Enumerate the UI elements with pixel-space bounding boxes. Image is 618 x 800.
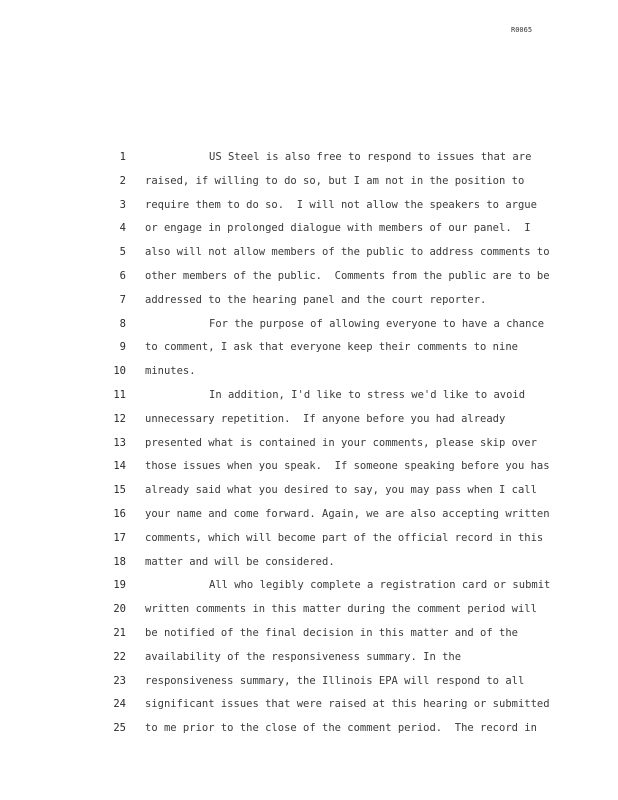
line-text: written comments in this matter during the comment period will bbox=[145, 603, 537, 616]
line-text: also will not allow members of the public to address comments to bbox=[145, 246, 550, 259]
line-text: responsiveness summary, the Illinois EPA will respond to all bbox=[145, 674, 525, 687]
transcript-line bbox=[0, 433, 618, 457]
line-text: addressed to the hearing panel and the court reporter. bbox=[145, 293, 487, 306]
line-text: For the purpose of allowing everyone to have a chance bbox=[209, 317, 545, 330]
line-number: 10 bbox=[113, 365, 126, 378]
line-number: 14 bbox=[113, 460, 126, 473]
line-text: US Steel is also free to respond to issues that are bbox=[209, 151, 532, 163]
line-text: other members of the public. Comments from the public are to be bbox=[145, 269, 550, 282]
line-number: 25 bbox=[113, 722, 126, 735]
transcript-line bbox=[0, 147, 618, 171]
line-number: 23 bbox=[113, 674, 126, 687]
transcript-line bbox=[0, 171, 618, 195]
line-number: 7 bbox=[119, 293, 126, 306]
line-text: presented what is contained in your comments, please skip over bbox=[145, 436, 537, 449]
line-number: 16 bbox=[113, 507, 126, 520]
line-number: 11 bbox=[113, 388, 126, 401]
transcript-body bbox=[0, 147, 618, 742]
transcript-line bbox=[0, 290, 618, 314]
transcript-line bbox=[0, 337, 618, 361]
line-text: availability of the responsiveness summary. In the bbox=[145, 650, 462, 663]
transcript-line bbox=[0, 504, 618, 528]
line-text: be notified of the final decision in this matter and of the bbox=[145, 626, 518, 639]
transcript-line bbox=[0, 528, 618, 552]
line-text: matter and will be considered. bbox=[145, 555, 335, 568]
line-text: raised, if willing to do so, but I am not in the position to bbox=[145, 174, 525, 187]
line-number: 24 bbox=[113, 698, 126, 711]
line-text: to comment, I ask that everyone keep their comments to nine bbox=[145, 341, 518, 354]
line-text: your name and come forward. Again, we are also accepting written bbox=[145, 507, 550, 520]
line-text: require them to do so. I will not allow the speakers to argue bbox=[145, 198, 537, 211]
line-text: unnecessary repetition. If anyone before you had already bbox=[145, 412, 506, 425]
line-number: 3 bbox=[119, 198, 126, 211]
line-number: 12 bbox=[113, 412, 126, 425]
transcript-line bbox=[0, 385, 618, 409]
transcript-line bbox=[0, 195, 618, 219]
line-text: In addition, I'd like to stress we'd like to avoid bbox=[209, 388, 526, 401]
transcript-line bbox=[0, 361, 618, 385]
transcript-line bbox=[0, 242, 618, 266]
transcript-line bbox=[0, 694, 618, 718]
line-number: 13 bbox=[113, 436, 126, 449]
line-number: 9 bbox=[119, 341, 126, 354]
line-text: to me prior to the close of the comment period. The record in bbox=[145, 722, 537, 735]
transcript-line bbox=[0, 671, 618, 695]
transcript-line bbox=[0, 314, 618, 338]
line-text: significant issues that were raised at this hearing or submitted bbox=[145, 698, 550, 711]
line-text: All who legibly complete a registration card or submit bbox=[209, 579, 551, 592]
line-number: 20 bbox=[113, 603, 126, 616]
line-number: 18 bbox=[113, 555, 126, 568]
line-number: 5 bbox=[119, 246, 126, 259]
line-text: those issues when you speak. If someone speaking before you has bbox=[145, 460, 550, 473]
transcript-line bbox=[0, 647, 618, 671]
transcript-line bbox=[0, 552, 618, 576]
line-number: 17 bbox=[113, 531, 126, 544]
line-number: 4 bbox=[119, 222, 126, 235]
line-text: minutes. bbox=[145, 365, 196, 378]
transcript-line bbox=[0, 599, 618, 623]
line-number: 6 bbox=[119, 269, 126, 282]
line-number: 1 bbox=[119, 151, 126, 163]
line-number: 15 bbox=[113, 484, 126, 497]
transcript-line bbox=[0, 218, 618, 242]
line-number: 22 bbox=[113, 650, 126, 663]
transcript-line bbox=[0, 575, 618, 599]
line-number: 8 bbox=[119, 317, 126, 330]
line-text: or engage in prolonged dialogue with members of our panel. I bbox=[145, 222, 531, 235]
line-number: 21 bbox=[113, 626, 126, 639]
transcript-line bbox=[0, 623, 618, 647]
transcript-line bbox=[0, 718, 618, 742]
transcript-line bbox=[0, 266, 618, 290]
line-text: comments, which will become part of the official record in this bbox=[145, 531, 544, 544]
line-number: 2 bbox=[119, 174, 126, 187]
page-id: R0065 bbox=[511, 26, 533, 34]
transcript-line bbox=[0, 480, 618, 504]
transcript-line bbox=[0, 456, 618, 480]
transcript-line bbox=[0, 409, 618, 433]
line-number: 19 bbox=[113, 579, 126, 592]
line-text: already said what you desired to say, you may pass when I call bbox=[145, 484, 537, 497]
